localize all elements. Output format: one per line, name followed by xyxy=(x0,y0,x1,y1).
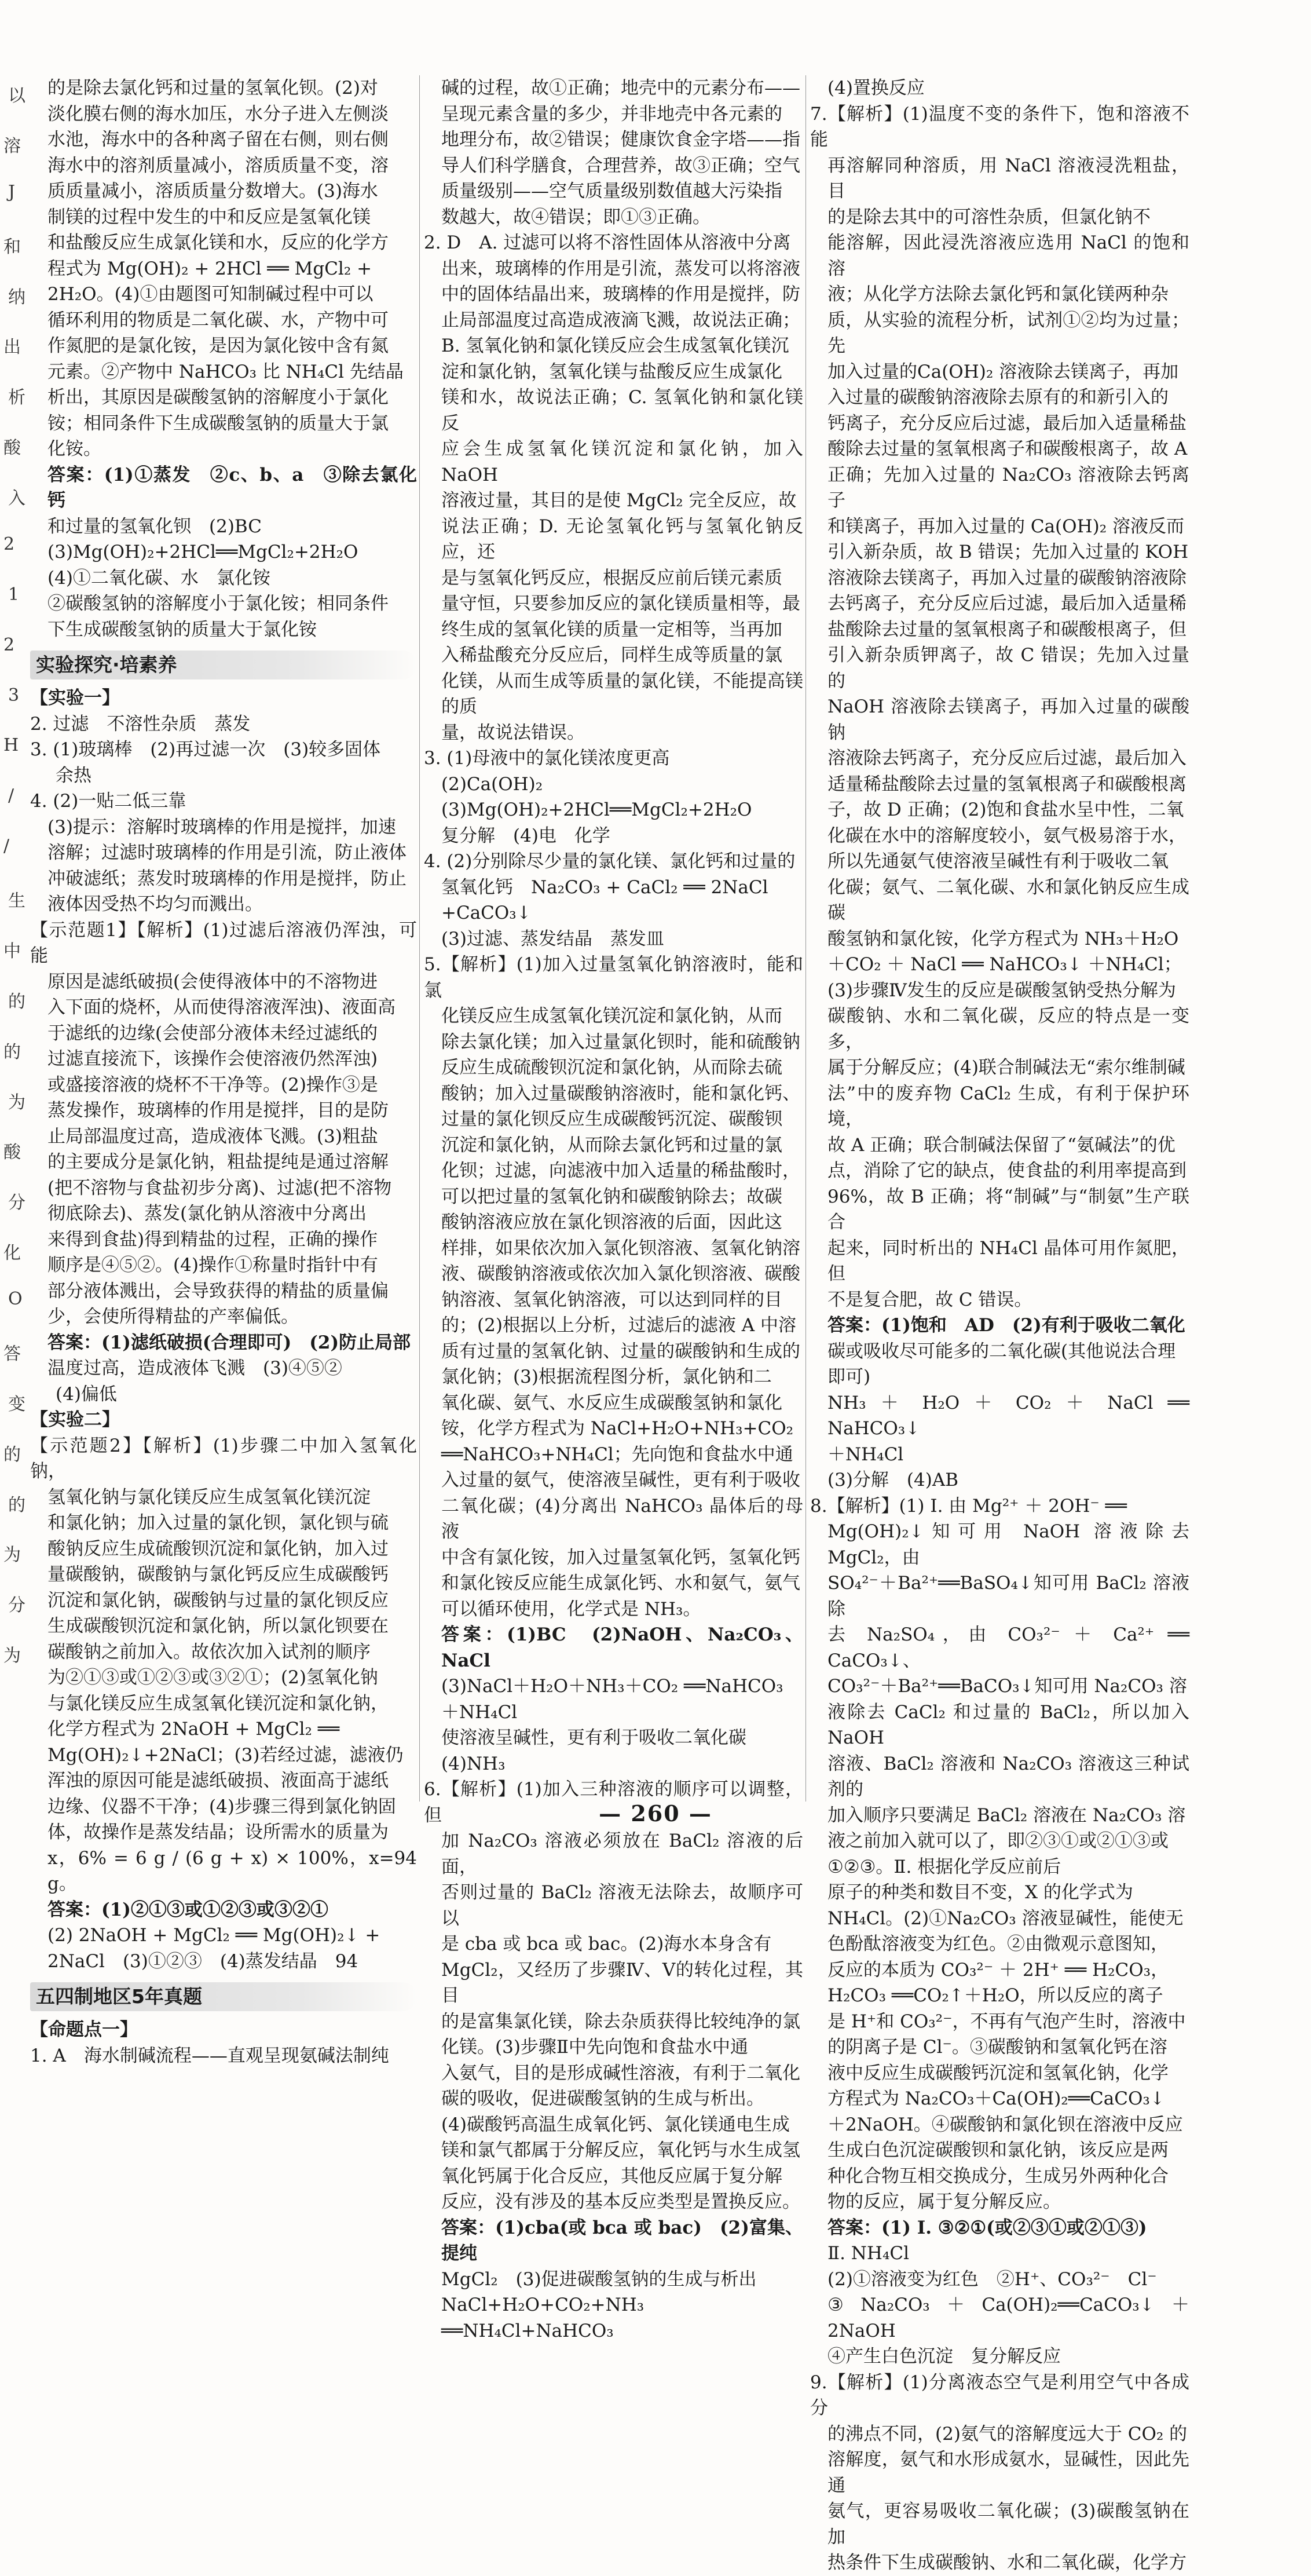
text-line: 生成碳酸钡沉淀和氯化钠，所以氯化钡要在 xyxy=(47,1616,389,1636)
text-line: 是 H⁺和 CO₃²⁻，不再有气泡产生时，溶液中 xyxy=(827,2011,1186,2032)
text-line: 液之前加入就可以了，即②③①或②①③或 xyxy=(827,1830,1169,1851)
text-line: 制镁的过程中发生的中和反应是氢氧化镁 xyxy=(47,206,371,228)
text-line: 质有过量的氢氧化钠、过量的碳酸钠和生成的 xyxy=(441,1340,800,1362)
text-line: 和氯化铵反应能生成氯化钙、水和氨气，氨气 xyxy=(441,1573,800,1594)
column-left xyxy=(30,75,417,2066)
text-line: 氢氧化钠与氯化镁反应生成氢氧化镁沉淀 xyxy=(47,1486,371,1508)
text-line: 海水中的溶剂质量减小，溶质质量不变，溶 xyxy=(47,155,389,176)
text-line: 化碳；氨气、二氧化碳、水和氯化钠反应生成碳 xyxy=(827,876,1189,923)
text-line: SO₄²⁻＋Ba²⁺══BaSO₄↓知可用 BaCl₂ 溶液除 xyxy=(827,1573,1189,1620)
text-line: MgCl₂ (3)促进碳酸氢钠的生成与析出 xyxy=(441,2268,757,2290)
edge-fragment: 答 xyxy=(3,1343,21,1364)
text-line: 种化合物互相交换成分，生成另外两种化合 xyxy=(827,2165,1169,2187)
text-line: 起来，同时析出的 NH₄Cl 晶体可用作氮肥，但 xyxy=(827,1237,1189,1284)
text-line: NH₃ ＋ H₂O ＋ CO₂ ＋ NaCl ══ NaHCO₃↓ xyxy=(827,1392,1189,1439)
text-line: 温度过高，造成液体飞溅 (3)④⑤② xyxy=(47,1358,342,1379)
text-line: 加入过量的Ca(OH)₂ 溶液除去镁离子，再加 xyxy=(827,361,1179,382)
text-line: 再溶解同种溶质，用 NaCl 溶液浸洗粗盐，目 xyxy=(827,155,1189,202)
text-line: 4. (2)分别除尽少量的氯化镁、氯化钙和过量的 xyxy=(424,851,796,872)
text-line: 或盛接溶液的烧杯不干净等。(2)操作③是 xyxy=(47,1074,378,1095)
edge-fragment: 为 xyxy=(3,1545,21,1566)
text-line: 酸氢钠和氯化铵，化学方程式为 NH₃＋H₂O xyxy=(827,928,1179,949)
text-line: 部分液体溅出，会导致获得的精盐的质量偏 xyxy=(47,1280,389,1302)
edge-fragment: 的 xyxy=(3,1042,21,1062)
edge-fragment: 以 xyxy=(8,86,25,106)
edge-fragment: 为 xyxy=(8,1092,25,1113)
text-line: 子，故 D 正确；(2)饱和食盐水呈中性，二氧 xyxy=(827,799,1184,820)
text-line: 答案：(1)滤纸破损(合理即可) (2)防止局部 xyxy=(47,1332,411,1353)
text-line: 的是除去氯化钙和过量的氢氧化钡。(2)对 xyxy=(47,78,378,98)
text-line: 正确；先加入过量的 Na₂CO₃ 溶液除去钙离子 xyxy=(827,464,1189,511)
text-line: 化镁，从而生成等质量的氯化镁，不能提高镁的质 xyxy=(441,670,803,717)
edge-fragment: 3 xyxy=(8,685,20,706)
text-line: 氢氧化钙 Na₂CO₃ + CaCl₂ ══ 2NaCl xyxy=(441,876,768,898)
text-line: (3)分解 (4)AB xyxy=(827,1470,958,1490)
text-line: 9.【解析】(1)分离液态空气是利用空气中各成分 xyxy=(810,2372,1189,2418)
text-line: NH₄Cl。(2)①Na₂CO₃ 溶液显碱性，能使无 xyxy=(827,1908,1184,1929)
text-line: 中含有氯化铵，加入过量氢氧化钙，氢氧化钙 xyxy=(441,1547,800,1568)
text-line: 3. (1)母液中的氯化镁浓度更高 xyxy=(424,748,670,769)
text-line: 导人们科学膳食，合理营养，故③正确；空气 xyxy=(441,155,800,176)
text-line: 质质量减小，溶质质量分数增大。(3)海水 xyxy=(47,181,378,202)
text-line: 铵；相同条件下生成碳酸氢钠的质量大于氯 xyxy=(47,412,389,434)
text-line: 溶液、BaCl₂ 溶液和 Na₂CO₃ 溶液这三种试剂的 xyxy=(827,1753,1189,1800)
text-line: 样排，如果依次加入氯化钡溶液、氢氧化钠溶 xyxy=(441,1237,800,1259)
text-line: 沉淀和氯化钠，从而除去氯化钙和过量的氯 xyxy=(441,1134,782,1156)
text-line: 溶解度，氨气和水形成氨水，显碱性，因此先通 xyxy=(827,2449,1189,2496)
text-line: 引入新杂质，故 B 错误；先加入过量的 KOH xyxy=(827,542,1189,562)
text-line: 酸钠反应生成硫酸钡沉淀和氯化钠，加入过 xyxy=(47,1538,389,1559)
edge-fragment: 酸 xyxy=(3,1142,21,1163)
text-line: 呈现元素含量的多少，并非地壳中各元素的 xyxy=(441,103,782,125)
text-line: 适量稀盐酸除去过量的氢氧根离子和碳酸根离 xyxy=(827,773,1187,795)
text-line: 过量的氯化钡反应生成碳酸钙沉淀、碳酸钡 xyxy=(441,1109,782,1130)
text-line: 循环利用的物质是二氧化碳、水，产物中可 xyxy=(47,309,389,331)
text-line: 应会生成氢氧化镁沉淀和氯化钠，加入 NaOH xyxy=(441,439,803,485)
text-line: 答案：(1)饱和 AD (2)有利于吸收二氧化 xyxy=(827,1315,1185,1336)
text-line: 原子的种类和数目不变，X 的化学式为 xyxy=(827,1882,1133,1903)
text-line: 1. A 海水制碱流程——直观呈现氨碱法制纯 xyxy=(30,2045,389,2066)
edge-fragment: / xyxy=(3,836,10,857)
text-line: 故 A 正确；联合制碱法保留了“氨碱法”的优 xyxy=(827,1134,1175,1156)
text-line: 边缘、仪器不干净；(4)步骤三得到氯化钠固 xyxy=(47,1796,396,1817)
text-line: 于滤纸的边缘(会使部分液体未经过滤纸的 xyxy=(47,1022,378,1044)
edge-fragment: 的 xyxy=(8,1495,25,1515)
text-line: 的是富集氯化镁，除去杂质获得比较纯净的氯 xyxy=(441,2011,800,2032)
text-line: ④产生白色沉淀 复分解反应 xyxy=(827,2346,1061,2367)
text-line: B. 氢氧化钠和氯化镁反应会生成氢氧化镁沉 xyxy=(441,335,789,356)
text-line: 溶解；过滤时玻璃棒的作用是引流，防止液体 xyxy=(47,842,407,863)
text-line: 沉淀和氯化钠，碳酸钠与过量的氯化钡反应 xyxy=(47,1590,389,1611)
edge-fragment: 的 xyxy=(3,1444,21,1465)
text-line: 为②①③或①②③或③②①；(2)氢氧化钠 xyxy=(47,1667,378,1688)
text-line: 入过量的碳酸钠溶液除去原有的和新引入的 xyxy=(827,387,1169,408)
text-line: 碱的过程，故①正确；地壳中的元素分布—— xyxy=(441,78,800,98)
text-line: 【实验二】 xyxy=(30,1409,120,1430)
text-line: 生成白色沉淀碳酸钡和氯化钠，该反应是两 xyxy=(827,2140,1169,2161)
text-line: 量守恒，只要参加反应的氯化镁质量相等，最 xyxy=(441,593,800,614)
text-line: 原因是滤纸破损(会使得液体中的不溶物进 xyxy=(47,971,378,992)
text-line: 3. (1)玻璃棒 (2)再过滤一次 (3)较多固体 xyxy=(30,739,381,760)
text-line: (4)碳酸钙高温生成氧化钙、氯化镁通电生成 xyxy=(441,2114,790,2135)
text-line: 和盐酸反应生成氯化镁和水，反应的化学方 xyxy=(47,232,389,253)
text-line: NaOH 溶液除去镁离子，再加入过量的碳酸钠 xyxy=(827,696,1189,743)
text-line: 淡化膜右侧的海水加压，水分子进入左侧淡 xyxy=(47,103,389,125)
text-line: 碳酸钠之前加入。故依次加入试剂的顺序 xyxy=(47,1641,371,1662)
text-line: 使溶液呈碱性，更有利于吸收二氧化碳 xyxy=(441,1727,746,1748)
text-line: 镁和水，故说法正确；C. 氢氧化钠和氯化镁反 xyxy=(441,387,803,434)
edge-fragment: 中 xyxy=(3,941,21,962)
edge-fragment: 分 xyxy=(8,1595,25,1616)
text-line: 终生成的氢氧化镁的质量一定相等，当再加 xyxy=(441,619,782,640)
text-line: ══NaHCO₃+NH₄Cl；先向饱和食盐水中通 xyxy=(441,1444,793,1465)
text-line: 是 cba 或 bca 或 bac。(2)海水本身含有 xyxy=(441,1934,772,1954)
text-line: 加入顺序只要满足 BaCl₂ 溶液在 Na₂CO₃ 溶 xyxy=(827,1804,1186,1826)
text-line: 点，消除了它的缺点，使食盐的利用率提高到 xyxy=(827,1160,1187,1181)
text-line: 反应，没有涉及的基本反应类型是置换反应。 xyxy=(441,2191,800,2212)
edge-fragment: 纳 xyxy=(8,287,25,308)
text-line: 淀和氯化钠，氢氧化镁与盐酸反应生成氯化 xyxy=(441,361,782,382)
text-line: 的阴离子是 Cl⁻。③碳酸钠和氢氧化钙在溶 xyxy=(827,2037,1167,2058)
text-line: 的沸点不同，(2)氨气的溶解度远大于 CO₂ 的 xyxy=(827,2423,1188,2445)
text-line: 冲破滤纸；蒸发时玻璃棒的作用是搅拌，防止 xyxy=(47,868,407,889)
text-line: 即可) xyxy=(827,1366,871,1387)
edge-fragment: 变 xyxy=(8,1394,25,1415)
text-line: MgCl₂，又经历了步骤Ⅳ、Ⅴ的转化过程，其目 xyxy=(441,1959,803,2006)
edge-fragment: 2 xyxy=(3,534,15,554)
text-line: Mg(OH)₂↓+2NaCl；(3)若经过滤，滤液仍 xyxy=(47,1744,404,1766)
text-line: 盐酸除去过量的氢氧根离子和碳酸根离子，但 xyxy=(827,619,1187,640)
text-line: 4. (2)一贴二低三靠 xyxy=(30,791,186,812)
text-line: 氧化钙属于化合反应，其他反应属于复分解 xyxy=(441,2165,782,2187)
text-line: 析出，其原因是碳酸氢钠的溶解度小于氯化 xyxy=(47,387,389,408)
text-line: 液除去 CaCl₂ 和过量的 BaCl₂，所以加入 NaOH xyxy=(827,1701,1189,1748)
edge-fragment: 的 xyxy=(8,991,25,1012)
text-line: 2. D A. 过滤可以将不溶性固体从溶液中分离 xyxy=(424,232,791,253)
text-line: 反应生成硫酸钡沉淀和氯化钠，从而除去硫 xyxy=(441,1057,782,1078)
text-line: 少，会使所得精盐的产率偏低。 xyxy=(47,1306,299,1327)
text-line: 8.【解析】(1) Ⅰ. 由 Mg²⁺ ＋ 2OH⁻ ══ xyxy=(810,1495,1127,1517)
text-line: Ⅱ. NH₄Cl xyxy=(827,2243,909,2264)
text-line: 化碳在水中的溶解度较小，氨气极易溶于水， xyxy=(827,825,1187,846)
text-line: 酸除去过量的氢氧根离子和碳酸根离子，故 A xyxy=(827,439,1188,459)
text-line: 与氯化镁反应生成氢氧化镁沉淀和氯化钠， xyxy=(47,1693,389,1714)
text-line: H₂CO₃ ══CO₂↑＋H₂O，所以反应的离子 xyxy=(827,1985,1163,2006)
text-line: 下生成碳酸氢钠的质量大于氯化铵 xyxy=(47,619,317,640)
text-line: 复分解 (4)电 化学 xyxy=(441,825,610,846)
text-line: 量碳酸钠，碳酸钠与氯化钙反应生成碳酸钙 xyxy=(47,1564,389,1585)
text-line: 法”中的废弃物 CaCl₂ 生成，有利于保护环境， xyxy=(827,1083,1189,1130)
text-line: 溶液除去镁离子，再加入过量的碳酸钠溶液除 xyxy=(827,567,1187,589)
text-line: 2NaCl (3)①②③ (4)蒸发结晶 94 xyxy=(47,1950,358,1972)
edge-fragment: 入 xyxy=(8,488,25,509)
text-line: 作氮肥的是氯化铵，是因为氯化铵中含有氮 xyxy=(47,335,389,356)
text-line: 是与氢氧化钙反应，根据反应前后镁元素质 xyxy=(441,567,782,589)
text-line: 所以先通氨气使溶液呈碱性有利于吸收二氧 xyxy=(827,851,1169,872)
text-line: 方程式为 Na₂CO₃＋Ca(OH)₂══CaCO₃↓ xyxy=(827,2088,1165,2109)
edge-fragment: O xyxy=(8,1289,23,1309)
text-line: 止局部温度过高，造成液体飞溅。(3)粗盐 xyxy=(47,1126,378,1147)
text-line: 氯化钠；(3)根据流程图分析，氯化钠和二 xyxy=(441,1366,772,1387)
text-line: 说法正确；D. 无论氢氧化钙与氢氧化钠反应，还 xyxy=(441,516,803,562)
text-line: 反应的本质为 CO₃²⁻ ＋ 2H⁺ ══ H₂CO₃， xyxy=(827,1959,1169,1981)
text-line: 加 Na₂CO₃ 溶液必须放在 BaCl₂ 溶液的后面， xyxy=(441,1830,803,1877)
edge-fragment: / xyxy=(8,785,14,806)
text-line: 量，故说法错误。 xyxy=(441,722,585,743)
text-line: 液、碳酸钠溶液或依次加入氯化钡溶液、碳酸 xyxy=(441,1263,800,1284)
text-line: 镁和氯气都属于分解反应，氧化钙与水生成氢 xyxy=(441,2140,800,2161)
text-line: 酸钠溶液应放在氯化钡溶液的后面，因此这 xyxy=(441,1212,782,1233)
text-line: 入下面的烧杯，从而使得溶液浑浊)、液面高 xyxy=(47,997,396,1018)
text-line: 可以循环使用，化学式是 NH₃。 xyxy=(441,1598,701,1620)
text-line: 【实验一】 xyxy=(30,688,120,708)
text-line: (3)步骤Ⅳ发生的反应是碳酸氢钠受热分解为 xyxy=(827,980,1176,1001)
text-line: 体，故操作是蒸发结晶；设所需水的质量为 xyxy=(47,1822,389,1843)
text-line: 和镁离子，再加入过量的 Ca(OH)₂ 溶液反而 xyxy=(827,516,1184,537)
text-line: ③Na₂CO₃＋Ca(OH)₂══CaCO₃↓＋2NaOH xyxy=(827,2294,1189,2341)
text-line: 铵，化学方程式为 NaCl+H₂O+NH₃+CO₂ xyxy=(441,1418,794,1439)
text-line: 化镁反应生成氢氧化镁沉淀和氯化钠，从而 xyxy=(441,1006,782,1026)
edge-fragment: H xyxy=(3,735,19,756)
text-line: 质量级别——空气质量级别数值越大污染指 xyxy=(441,181,782,202)
text-line: 6.【解析】(1)加入三种溶液的顺序可以调整，但 xyxy=(424,1779,803,1826)
text-line: 程式为 Mg(OH)₂ + 2HCl ══ MgCl₂ + xyxy=(47,258,372,279)
text-line: 中的固体结晶出来，玻璃棒的作用是搅拌，防 xyxy=(441,284,800,305)
edge-fragment: 溶 xyxy=(3,136,21,156)
text-line: 氨气，更容易吸收二氧化碳；(3)碳酸氢钠在加 xyxy=(827,2501,1189,2548)
text-line: 氧化碳、氨气、水反应生成碳酸氢钠和氯化 xyxy=(441,1392,782,1413)
page-number: — 260 — xyxy=(599,1800,712,1826)
text-line: 的是除去其中的可溶性杂质，但氯化钠不 xyxy=(827,206,1151,228)
text-line: 顺序是④⑤②。(4)操作①称量时指针中有 xyxy=(47,1255,378,1276)
text-line: 出来，玻璃棒的作用是引流，蒸发可以将溶液 xyxy=(441,258,800,279)
text-line: 钠溶液、氢氧化钠溶液，可以达到同样的目 xyxy=(441,1289,782,1310)
text-line: 【示范题1】【解析】(1)过滤后溶液仍浑浊，可能 xyxy=(30,919,417,966)
text-line: 去钙离子，充分反应后过滤，最后加入适量稀 xyxy=(827,593,1187,614)
text-line: Mg(OH)₂↓知可用 NaOH 溶液除去 MgCl₂，由 xyxy=(827,1521,1189,1568)
text-line: 答案：(1) Ⅰ. ③②①(或②③①或②①③) xyxy=(827,2217,1147,2238)
text-line: ＋NH₄Cl xyxy=(441,1701,518,1723)
text-line: 液中反应生成碳酸钙沉淀和氢氧化钠，化学 xyxy=(827,2062,1169,2084)
text-line: 质，从实验的流程分析，试剂①②均为过量；先 xyxy=(827,309,1189,356)
text-line: 【示范题2】【解析】(1)步骤二中加入氢氧化钠， xyxy=(30,1435,417,1482)
text-line: 答案：(1)BC (2)NaOH、Na₂CO₃、NaCl xyxy=(441,1624,803,1671)
text-line: ②碳酸氢钠的溶解度小于氯化铵；相同条件 xyxy=(47,593,389,614)
edge-fragment: 分 xyxy=(8,1193,25,1214)
text-line: 色酚酞溶液变为红色。②由微观示意图知， xyxy=(827,1934,1169,1954)
text-line: (3)Mg(OH)₂+2HCl══MgCl₂+2H₂O xyxy=(441,799,752,820)
text-line: x，6% = 6 g / (6 g + x) × 100%，x=94 g。 xyxy=(47,1847,417,1894)
text-line: 碳酸钠、水和二氧化碳，反应的特点是一变多， xyxy=(827,1006,1189,1053)
text-line: CO₃²⁻＋Ba²⁺══BaCO₃↓知可用 Na₂CO₃ 溶 xyxy=(827,1676,1187,1697)
text-line: 蒸发操作，玻璃棒的作用是搅拌，目的是防 xyxy=(47,1100,389,1121)
text-line: 入氨气，目的是形成碱性溶液，有利于二氧化 xyxy=(441,2062,800,2084)
text-line: (4)NH₃ xyxy=(441,1753,506,1774)
text-line: 7.【解析】(1)温度不变的条件下，饱和溶液不能 xyxy=(810,103,1189,150)
text-line: 碳或吸收尽可能多的二氧化碳(其他说法合理 xyxy=(827,1340,1176,1362)
edge-fragment: 和 xyxy=(3,236,21,257)
text-line: 水池，海水中的各种离子留在右侧，则右侧 xyxy=(47,129,389,150)
edge-fragment: 为 xyxy=(3,1646,21,1667)
text-line: (3)Mg(OH)₂+2HCl══MgCl₂+2H₂O xyxy=(47,542,358,562)
text-line: +CaCO₃↓ xyxy=(441,902,532,923)
text-line: (3)提示：溶解时玻璃棒的作用是搅拌，加速 xyxy=(47,816,396,838)
text-line: 数越大，故④错误；即①③正确。 xyxy=(441,206,711,228)
text-line: 可以把过量的氢氧化钠和碳酸钠除去；故碳 xyxy=(441,1186,782,1207)
text-line: 热条件下生成碳酸钠、水和二氧化碳，化学方 xyxy=(827,2552,1187,2573)
text-line: 钙离子，充分反应后过滤，最后加入适量稀盐 xyxy=(827,412,1187,434)
text-line: NaCl+H₂O+CO₂+NH₃ ══NH₄Cl+NaHCO₃ xyxy=(441,2294,644,2341)
text-line: 物的反应，属于复分解反应。 xyxy=(827,2191,1061,2212)
text-line: (3)NaCl＋H₂O＋NH₃＋CO₂ ══NaHCO₃ xyxy=(441,1676,783,1697)
text-line: 酸钠；加入过量碳酸钠溶液时，能和氯化钙、 xyxy=(441,1083,800,1104)
edge-fragment: 1 xyxy=(8,584,20,605)
section-banner: 实验探究·培素养 xyxy=(30,651,417,679)
edge-fragment: 析 xyxy=(8,388,25,408)
text-line: 过滤直接流下，该操作会使溶液仍然浑浊) xyxy=(47,1048,378,1069)
text-line: 答案：(1)②①③或①②③或③②① xyxy=(47,1899,328,1920)
edge-fragment: J xyxy=(8,181,16,202)
text-line: (4)偏低 xyxy=(56,1383,117,1405)
text-line: (3)过滤、蒸发结晶 蒸发皿 xyxy=(441,928,664,949)
text-line: 二氧化碳；(4)分离出 NaHCO₃ 晶体后的母液 xyxy=(441,1495,803,1542)
edge-fragment: 酸 xyxy=(3,438,21,459)
text-line: 去 Na₂SO₄，由 CO₃²⁻ ＋ Ca²⁺ ══ CaCO₃↓、 xyxy=(827,1624,1189,1671)
text-line: (2)Ca(OH)₂ xyxy=(441,773,543,795)
edge-fragment: 出 xyxy=(3,337,21,358)
text-line: ①②③。Ⅱ. 根据化学反应前后 xyxy=(827,1856,1061,1877)
text-line: 96%，故 B 正确；将“制碱”与“制氨”生产联合 xyxy=(827,1186,1189,1233)
text-line: 化钡；过滤，向滤液中加入适量的稀盐酸时， xyxy=(441,1160,800,1181)
text-line: 引入新杂质钾离子，故 C 错误；先加入过量的 xyxy=(827,645,1189,692)
edge-fragment: 化 xyxy=(3,1243,21,1264)
text-line: 2H₂O。(4)①由题图可知制碱过程中可以 xyxy=(47,284,373,305)
column-divider xyxy=(419,75,420,1802)
text-line: ＋2NaOH。④碳酸钠和氯化钡在溶液中反应 xyxy=(827,2114,1183,2135)
text-line: ＋CO₂ ＋ NaCl ══ NaHCO₃↓ ＋NH₄Cl； xyxy=(827,954,1182,975)
text-line: 属于分解反应；(4)联合制碱法无“索尔维制碱 xyxy=(827,1057,1185,1078)
text-line: 溶液除去钙离子，充分反应后过滤，最后加入 xyxy=(827,748,1187,769)
text-line: 彻底除去)、蒸发(氯化钠从溶液中分离出 xyxy=(47,1203,367,1224)
text-line: 溶液过量，其目的是使 MgCl₂ 完全反应，故 xyxy=(441,490,797,511)
text-line: (2)①溶液变为红色 ②H⁺、CO₃²⁻ Cl⁻ xyxy=(827,2268,1157,2290)
text-line: 和氯化钠；加入过量的氯化钡，氯化钡与硫 xyxy=(47,1512,389,1533)
text-line: 碳的吸收，促进碳酸氢钠的生成与析出。 xyxy=(441,2088,764,2109)
text-line: 入过量的氨气，使溶液呈碱性，更有利于吸收 xyxy=(441,1470,800,1490)
text-line: 否则过量的 BaCl₂ 溶液无法除去，故顺序可以 xyxy=(441,1882,803,1929)
text-line: 和过量的氢氧化钡 (2)BC xyxy=(47,516,262,537)
text-line: 化铵。 xyxy=(47,439,101,459)
text-line: 化学方程式为 2NaOH + MgCl₂ ══ xyxy=(47,1719,340,1740)
text-line: (4)置换反应 xyxy=(827,78,925,98)
text-line: 答案：(1)①蒸发 ②c、b、a ③除去氯化钙 xyxy=(47,464,417,511)
edge-fragment: 生 xyxy=(8,891,25,911)
text-line: ＋NH₄Cl xyxy=(827,1444,904,1465)
text-line: 元素。②产物中 NaHCO₃ 比 NH₄Cl 先结晶 xyxy=(47,361,404,382)
text-line: 地理分布，故②错误；健康饮食金字塔——指 xyxy=(441,129,800,150)
text-line: 化镁。(3)步骤Ⅱ中先向饱和食盐水中通 xyxy=(441,2037,748,2058)
text-line: 浑浊的原因可能是滤纸破损、液面高于滤纸 xyxy=(47,1770,389,1791)
text-line: 能溶解，因此浸洗溶液应选用 NaCl 的饱和溶 xyxy=(827,232,1189,279)
text-line: (把不溶物与食盐初步分离)、过滤(把不溶物 xyxy=(47,1177,392,1199)
text-line: (2) 2NaOH + MgCl₂ ══ Mg(OH)₂↓ + xyxy=(47,1925,380,1946)
text-line: 的主要成分是氯化钠，粗盐提纯是通过溶解 xyxy=(47,1152,389,1172)
text-line: 【命题点一】 xyxy=(30,2019,138,2040)
text-line: 5.【解析】(1)加入过量氢氧化钠溶液时，能和氯 xyxy=(424,954,803,1001)
text-line: 2. 过滤 不溶性杂质 蒸发 xyxy=(30,713,251,735)
text-line: 不是复合肥，故 C 错误。 xyxy=(827,1289,1032,1310)
text-line: 液；从化学方法除去氯化钙和氯化镁两种杂 xyxy=(827,284,1169,305)
text-line: 入稀盐酸充分反应后，同样生成等质量的氯 xyxy=(441,645,782,666)
text-line: 除去氯化镁；加入过量氯化钡时，能和硫酸钠 xyxy=(441,1031,800,1053)
left-edge-fragments xyxy=(0,81,28,1703)
text-line: 的；(2)根据以上分析，过滤后的滤液 A 中溶 xyxy=(441,1315,797,1336)
column-right xyxy=(810,75,1189,2573)
text-line: 止局部温度过高造成液滴飞溅，故说法正确； xyxy=(441,309,800,331)
section-banner: 五四制地区5年真题 xyxy=(30,1982,417,2011)
edge-fragment: 2 xyxy=(3,634,15,655)
column-divider xyxy=(805,75,806,1802)
text-line: 答案：(1)cba(或 bca 或 bac) (2)富集、提纯 xyxy=(441,2217,803,2264)
text-line: 液体因受热不均匀而溅出。 xyxy=(47,894,263,915)
text-line: 余热 xyxy=(56,765,91,786)
text-line: (4)①二氧化碳、水 氯化铵 xyxy=(47,567,270,589)
text-line: 来得到食盐)得到精盐的过程，正确的操作 xyxy=(47,1229,378,1250)
